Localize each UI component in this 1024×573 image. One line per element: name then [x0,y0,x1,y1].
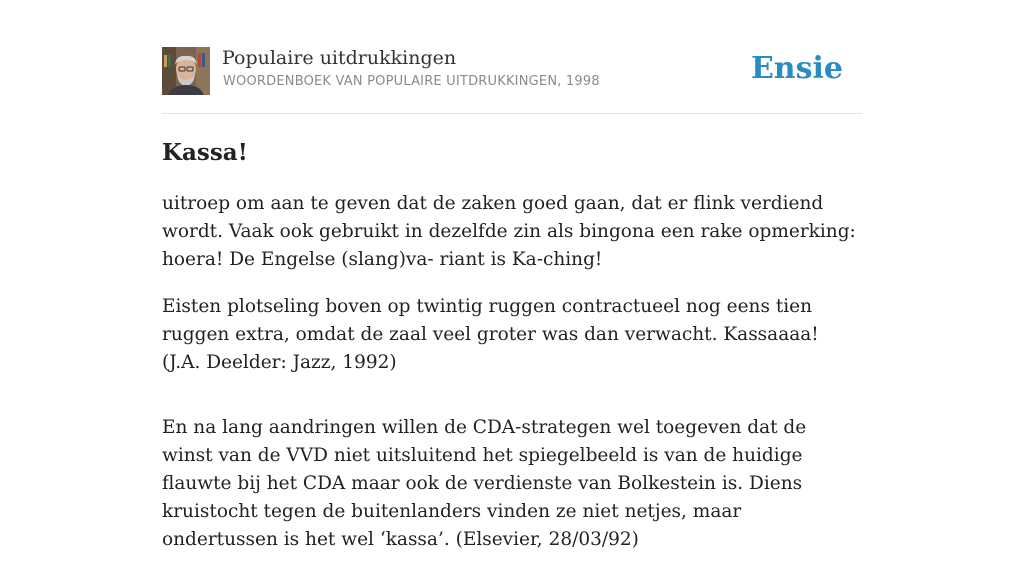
ensie-logo[interactable]: Ensie [750,51,843,86]
entry-title: Kassa! [162,139,248,166]
author-portrait-icon [162,47,210,95]
entry-example-2: En na lang aandringen willen de CDA-strategen wel toegeven dat de winst van de VVD niet uitsluitend het spiegelbeeld is van de huidige flauwte bij het CDA maar ook de verdienste van Bolkestein is. Diens kruistocht tegen de buitenlanders vinden ze niet netjes, maar ondertussen is het wel ‘kassa’. (Elsevier, 28/03/92) [162,417,807,550]
source-header [162,46,862,96]
source-subtitle: WOORDENBOEK VAN POPULAIRE UITDRUKKINGEN, 1998 [223,74,600,89]
entry-example-1: Eisten plotseling boven op twintig ruggen contractueel nog eens tien ruggen extra, omdat de zaal veel groter was dan verwacht. Kassaaaa! (J.A. Deelder: Jazz, 1992) [162,296,819,373]
entry-content [162,190,862,573]
entry-definition: uitroep om aan te geven dat de zaken goed gaan, dat er flink verdiend wordt. Vaak ook gebruikt in dezelfde zin als bingona een rake opmerking: hoera! De Engelse (slang)va- riant is Ka-ching! [162,193,856,270]
source-title[interactable]: Populaire uitdrukkingen [222,47,457,69]
author-avatar[interactable] [162,47,210,95]
header-divider [162,113,862,114]
